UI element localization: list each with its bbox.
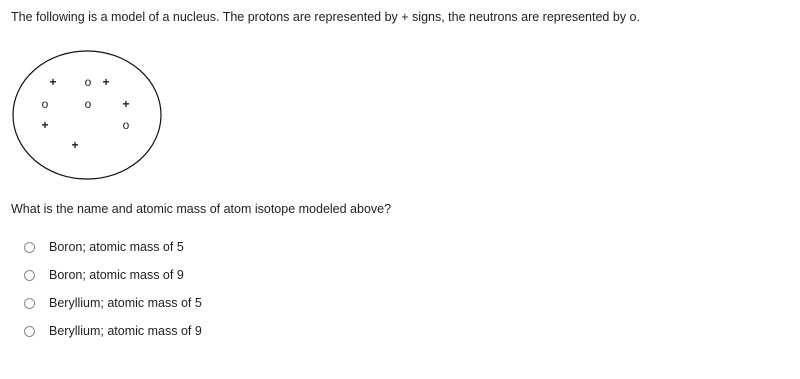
answer-option[interactable] <box>24 233 202 261</box>
radio-button[interactable] <box>24 242 35 253</box>
nucleus-boundary <box>13 51 161 179</box>
neutron-mark: o <box>41 97 49 111</box>
answer-option-label: Beryllium; atomic mass of 5 <box>49 296 202 310</box>
intro-text: The following is a model of a nucleus. The protons are represented by + signs, the neutrons are represented by o. <box>11 10 640 24</box>
answer-option-label: Beryllium; atomic mass of 9 <box>49 324 202 338</box>
answer-option[interactable] <box>24 317 202 345</box>
answer-options <box>24 233 202 345</box>
answer-option[interactable] <box>24 289 202 317</box>
neutron-mark: o <box>84 97 92 111</box>
proton-mark: + <box>41 118 49 132</box>
nucleus-diagram <box>9 48 169 182</box>
answer-option-label: Boron; atomic mass of 9 <box>49 268 184 282</box>
radio-button[interactable] <box>24 326 35 337</box>
neutron-mark: o <box>84 75 92 89</box>
radio-button[interactable] <box>24 298 35 309</box>
proton-mark: + <box>122 97 130 111</box>
question-text: What is the name and atomic mass of atom isotope modeled above? <box>11 202 392 216</box>
proton-mark: + <box>49 75 57 89</box>
proton-mark: + <box>102 75 110 89</box>
radio-button[interactable] <box>24 270 35 281</box>
nucleus-model <box>9 48 169 182</box>
answer-option[interactable] <box>24 261 202 289</box>
proton-mark: + <box>71 138 79 152</box>
answer-option-label: Boron; atomic mass of 5 <box>49 240 184 254</box>
neutron-mark: o <box>122 118 130 132</box>
